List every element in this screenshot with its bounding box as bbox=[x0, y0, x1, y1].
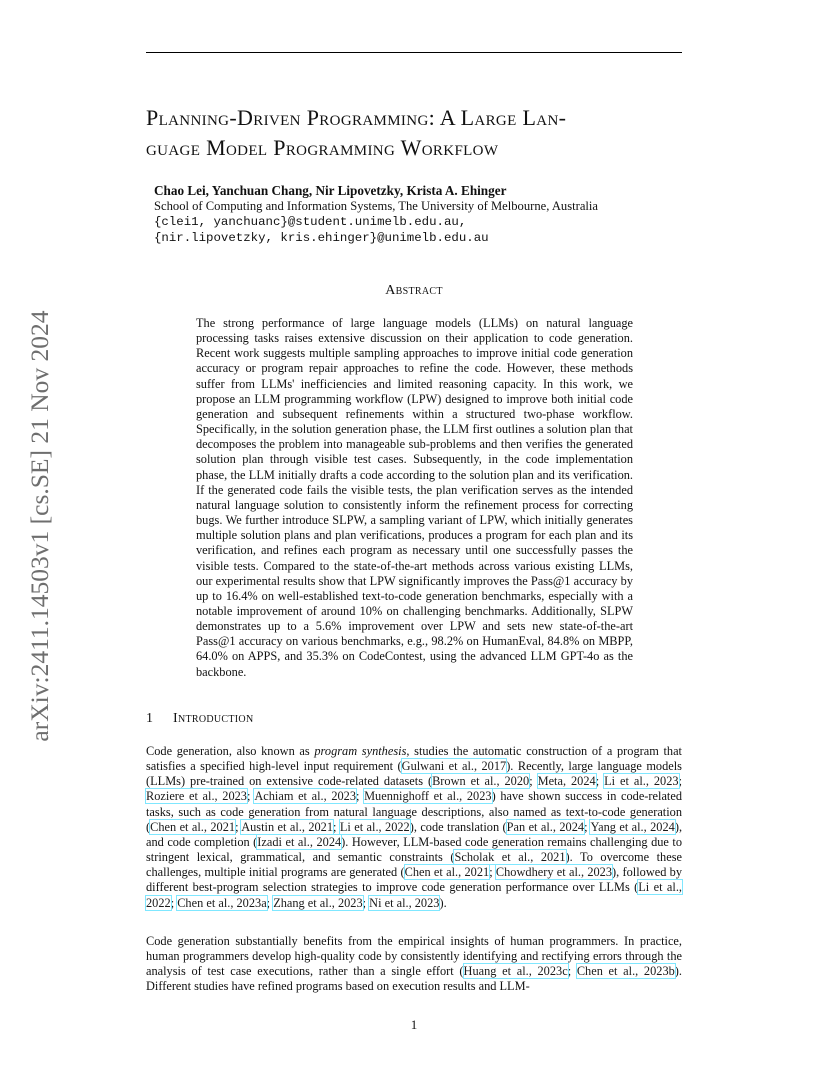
abstract-heading: Abstract bbox=[385, 283, 443, 298]
citation-link[interactable]: Zhang et al., 2023 bbox=[273, 895, 363, 910]
citation-link[interactable]: Austin et al., 2021 bbox=[241, 819, 334, 834]
citation-separator: ; bbox=[170, 895, 178, 910]
citation-link[interactable]: Scholak et al., 2021 bbox=[454, 850, 566, 865]
citation-separator: ; bbox=[529, 774, 538, 789]
text-run: ). Recently, large language models (LLMs) pre-trained on extensive code-related datasets ( bbox=[146, 759, 682, 789]
arxiv-identifier: arXiv:2411.14503v1 [cs.SE] 21 Nov 2024 bbox=[25, 310, 54, 742]
text-run: ). To overcome these challenges, multiple initial programs are generated ( bbox=[146, 850, 682, 880]
citation-link[interactable]: Muennighoff et al., 2023 bbox=[364, 789, 492, 804]
citation-separator: ; bbox=[235, 819, 242, 834]
citation-separator: ; bbox=[595, 774, 605, 789]
citation-link[interactable]: Yang et al., 2024 bbox=[590, 819, 675, 834]
author-list: Chao Lei, Yanchuan Chang, Nir Lipovetzky, Krista A. Ehinger bbox=[154, 183, 507, 198]
abstract-text: The strong performance of large language models (LLMs) on natural language processing tasks raises extensive discussion on their application to code generation. Recent work suggests multiple sampling approaches to improve initial code generation accuracy or program repair approaches to refine the code. However, these methods suffer from LLMs' inefficiencies and limited reasoning capacity. In this work, we propose an LLM programming workflow (LPW) designed to improve both initial code generation and subsequent refinements within a structured two-phase workflow. Specifically, in the solution generation phase, the LLM first outlines a solution plan that decomposes the problem into manageable sub-problems and then verifies the generated solution plan through visible test cases. Subsequently, in the code implementation phase, the LLM initially drafts a code according to the solution plan and its verification. If the generated code fails the visible tests, the plan verification serves as the intended natural language solution to consistently inform the refinement process for correcting bugs. We further introduce SLPW, a sampling variant of LPW, which initially generates multiple solution plans and plan verifications, produces a program for each plan and its verification, and refines each program as necessary until one successfully passes the visible tests. Compared to the state-of-the-art methods across various existing LLMs, our experimental results show that LPW significantly improves the Pass@1 accuracy by up to 16.4% on well-established text-to-code generation benchmarks, especially with a notable improvement of around 10% on challenging benchmarks. Additionally, SLPW demonstrates up to a 5.6% improvement over LPW and sets new state-of-the-art Pass@1 accuracy on various benchmarks, e.g., 98.2% on HumanEval, 84.8% on MBPP, 64.0% on APPS, and 35.3% on CodeContest, using the advanced LLM GPT-4o as the backbone. bbox=[196, 316, 633, 679]
citation-link[interactable]: Chowdhery et al., 2023 bbox=[495, 865, 613, 880]
page-number: 1 bbox=[410, 1017, 418, 1032]
citation-separator: ; bbox=[246, 789, 255, 804]
title-line-1: Planning-Driven Programming: A Large Lan- bbox=[146, 105, 567, 130]
section-number: 1 bbox=[146, 711, 154, 726]
email-line-2: {nir.lipovetzky, kris.ehinger}@unimelb.edu.au bbox=[154, 231, 489, 245]
emphasis-program-synthesis: program synthesis bbox=[314, 744, 407, 758]
citation-link[interactable]: Izadi et al., 2024 bbox=[257, 834, 342, 849]
citation-link[interactable]: Gulwani et al., 2017 bbox=[401, 759, 507, 774]
citation-separator: ; bbox=[362, 895, 370, 910]
section-heading-introduction bbox=[146, 711, 253, 727]
citation-link[interactable]: Achiam et al., 2023 bbox=[254, 789, 357, 804]
citation-link[interactable]: Meta, 2024 bbox=[537, 774, 596, 789]
citation-link[interactable]: Chen et al., 2023b bbox=[576, 964, 675, 979]
affiliation: School of Computing and Information Systems, The University of Melbourne, Australia bbox=[154, 199, 598, 213]
citation-separator: ; bbox=[567, 964, 577, 979]
citation-link[interactable]: Li et al., 2023 bbox=[604, 774, 679, 789]
citation-separator: ; bbox=[356, 789, 365, 804]
text-run: Code generation substantially benefits from the empirical insights of human programmers. In practice, human programmers develop high-quality code by consistently identifying and rectifying errors through the analysis of test case executions, rather than a single effort ( bbox=[146, 934, 682, 979]
paper-title bbox=[146, 103, 706, 163]
text-run: , studies the automatic construction of a program that satisfies a specified high-level input requirement ( bbox=[146, 744, 682, 774]
text-run: ), code translation ( bbox=[409, 819, 507, 834]
citation-separator: ; bbox=[333, 819, 340, 834]
text-run: Code generation, also known as bbox=[146, 744, 315, 758]
citation-link[interactable]: Chen et al., 2023a bbox=[177, 895, 267, 910]
text-run: ). Different studies have refined programs based on execution results and LLM- bbox=[146, 964, 682, 994]
text-run: ) have shown success in code-related tasks, such as code generation from natural language descriptions, also named as text-to-code generation ( bbox=[146, 789, 682, 834]
citation-link[interactable]: Li et al., 2022 bbox=[146, 880, 682, 910]
top-rule bbox=[146, 52, 682, 53]
citation-link[interactable]: Chen et al., 2021 bbox=[150, 819, 236, 834]
text-run: ), and code completion ( bbox=[146, 819, 683, 849]
citation-link[interactable]: Ni et al., 2023 bbox=[369, 895, 440, 910]
citation-link[interactable]: Pan et al., 2024 bbox=[506, 819, 585, 834]
citation-separator: ; bbox=[678, 774, 683, 789]
citation-link[interactable]: Brown et al., 2020 bbox=[432, 774, 530, 789]
citation-separator: ; bbox=[489, 865, 496, 880]
section-title: Introduction bbox=[173, 711, 254, 726]
title-line-2: guage Model Programming Workflow bbox=[146, 135, 499, 160]
citation-separator: ; bbox=[584, 819, 591, 834]
citation-link[interactable]: Huang et al., 2023c bbox=[463, 964, 568, 979]
citation-link[interactable]: Roziere et al., 2023 bbox=[146, 789, 247, 804]
text-run: ), followed by different best-program selection strategies to improve code generation performance over LLMs ( bbox=[146, 865, 683, 895]
citation-separator: ; bbox=[266, 895, 274, 910]
intro-paragraph-2 bbox=[146, 934, 682, 995]
text-run: ). However, LLM-based code generation remains challenging due to stringent lexical, grammatical, and semantic constraints ( bbox=[146, 834, 683, 865]
citation-link[interactable]: Chen et al., 2021 bbox=[404, 865, 490, 880]
citation-link[interactable]: Li et al., 2022 bbox=[339, 819, 410, 834]
email-line-1: {clei1, yanchuanc}@student.unimelb.edu.au, bbox=[154, 215, 467, 229]
text-run: ). bbox=[439, 895, 447, 910]
intro-paragraph-1 bbox=[146, 744, 682, 911]
